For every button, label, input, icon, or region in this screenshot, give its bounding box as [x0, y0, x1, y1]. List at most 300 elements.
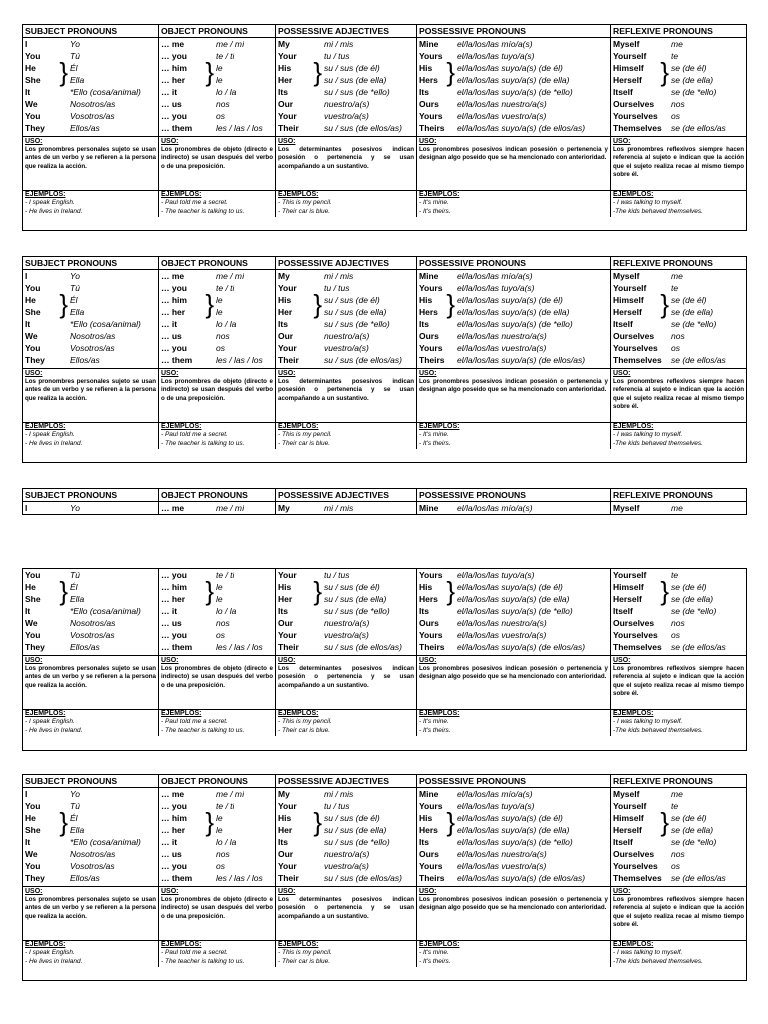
translation: te / ti: [216, 51, 235, 61]
pronoun: … you: [161, 111, 187, 121]
brace-icon: }: [59, 576, 68, 606]
list-item: [159, 641, 275, 653]
translation: el/la/los/las nuestro/a(s): [457, 618, 547, 628]
pronoun-card-4: [22, 568, 747, 751]
translation: se (de ellos/as: [671, 355, 726, 365]
header-subject: SUBJECT PRONOUNS: [25, 258, 118, 268]
list-item: [23, 110, 158, 122]
pronoun: Herself: [613, 825, 642, 835]
pronoun: … you: [161, 861, 187, 871]
pronoun: We: [25, 618, 38, 628]
ejemplos-cell: EJEMPLOS: - Paul told me a secret. - The teacher is talking to us.: [158, 423, 275, 449]
translation: el/la/los/las suyo/a(s) (de ella): [457, 307, 570, 317]
list-item: [159, 824, 275, 836]
pronoun: Theirs: [419, 873, 445, 883]
pronoun: Your: [278, 51, 297, 61]
list-item: [23, 342, 158, 354]
brace-icon: }: [446, 289, 455, 319]
pronoun: … us: [161, 849, 182, 859]
translation: nos: [671, 618, 685, 628]
list-item: [159, 306, 275, 318]
pronoun: He }: [25, 807, 68, 837]
translation: su / sus (de *ello): [324, 837, 390, 847]
list-item: [276, 38, 416, 50]
list-item: [417, 629, 610, 641]
ejemplos-cell: EJEMPLOS: - I was talking to myself. -The kids behaved themselves.: [610, 941, 746, 967]
list-item: [611, 74, 746, 86]
translation: le: [216, 75, 223, 85]
translation: te / ti: [216, 570, 235, 580]
pronoun: It: [25, 837, 31, 847]
translation: el/la/los/las suyo/a(s) (de ellos/as): [457, 642, 586, 652]
pronoun: Himself }: [613, 57, 669, 87]
uso-cell: USO: Los pronombres de objeto (directo e indirecto) se usan después del verbo o de una preposición.: [158, 656, 275, 709]
pronoun: Hers: [419, 75, 438, 85]
pronoun: … him }: [161, 289, 214, 319]
translation: el/la/los/las suyo/a(s) (de ellos/as): [457, 123, 586, 133]
translation: se (de él): [671, 582, 707, 592]
pronoun: Its: [278, 319, 288, 329]
pronoun: … them: [161, 642, 193, 652]
list-item: [159, 318, 275, 330]
list-item: [276, 848, 416, 860]
pronoun: Yours: [419, 111, 443, 121]
translation: Nosotros/as: [70, 618, 116, 628]
list-item: [417, 306, 610, 318]
header-row: [23, 25, 746, 38]
list-item: [276, 98, 416, 110]
uso-row: [23, 655, 746, 709]
translation: les / las / los: [216, 123, 263, 133]
pronoun-rows: [23, 270, 746, 368]
pronoun: Hers: [419, 307, 438, 317]
list-item: [417, 38, 610, 50]
translation: vuestro/a(s): [324, 343, 369, 353]
translation: nos: [216, 331, 230, 341]
list-item: [611, 330, 746, 342]
list-item: [417, 848, 610, 860]
uso-cell: USO: Los determinantes posesivos indican posesión o pertenencia y se usan acompañando a un sustantivo.: [275, 369, 416, 422]
pronoun: Her: [278, 825, 293, 835]
translation: su / sus (de ella): [324, 594, 387, 604]
pronoun: Its: [419, 319, 429, 329]
pronoun: Her: [278, 307, 293, 317]
list-item: [159, 270, 275, 282]
translation: su / sus (de ella): [324, 307, 387, 317]
list-item: [276, 593, 416, 605]
pronoun: … them: [161, 873, 193, 883]
list-item: [23, 629, 158, 641]
list-item: [23, 330, 158, 342]
translation: el/la/los/las suyo/a(s) (de él): [457, 63, 563, 73]
list-item: [159, 872, 275, 884]
list-item: [159, 74, 275, 86]
pronoun: His }: [419, 289, 455, 319]
list-item: [23, 282, 158, 294]
pronoun: … you: [161, 51, 187, 61]
pronoun: Mine: [419, 271, 439, 281]
translation: el/la/los/las suyo/a(s) (de ella): [457, 825, 570, 835]
translation: el/la/los/las suyo/a(s) (de él): [457, 813, 563, 823]
pronoun: He }: [25, 576, 68, 606]
list-item: [417, 122, 610, 134]
translation: *Ello (cosa/animal): [70, 606, 141, 616]
pronoun: You: [25, 630, 41, 640]
ejemplos-row: [23, 190, 746, 217]
translation: vuestro/a(s): [324, 111, 369, 121]
list-item: [276, 617, 416, 629]
header-object: OBJECT PRONOUNS: [158, 25, 275, 37]
pronoun-card-2: [22, 256, 747, 463]
brace-icon: }: [59, 807, 68, 837]
ejemplos-row: [23, 709, 746, 736]
pronoun: … them: [161, 123, 193, 133]
brace-icon: }: [313, 57, 322, 87]
translation: nuestro/a(s): [324, 331, 370, 341]
list-item: [417, 641, 610, 653]
object-column: [158, 569, 275, 655]
ejemplos-cell: EJEMPLOS: - It's mine. - It's theirs.: [416, 710, 610, 736]
header-subject: SUBJECT PRONOUNS: [25, 490, 118, 500]
pronoun: Yourself: [613, 51, 647, 61]
uso-cell: USO: Los pronombres posesivos indican posesión o pertenencia y designan algo poseido que se ha mencionado con anterioridad.: [416, 369, 610, 422]
uso-cell: USO: Los pronombres reflexivos siempre hacen referencia al sujeto e indican que la acción que el sujeto realiza recae al mismo tiempo sobre él.: [610, 887, 746, 940]
list-item: [611, 872, 746, 884]
list-item: [276, 306, 416, 318]
list-item: [611, 824, 746, 836]
translation: os: [671, 861, 680, 871]
pronoun: Your: [278, 343, 297, 353]
pronoun: Mine: [419, 39, 439, 49]
list-item: [276, 110, 416, 122]
translation: se (de *ello): [671, 837, 717, 847]
translation: le: [216, 594, 223, 604]
pronoun: … it: [161, 87, 178, 97]
list-item: [23, 800, 158, 812]
pronoun: Its: [419, 87, 429, 97]
list-item: [23, 872, 158, 884]
pronoun: Myself: [613, 789, 640, 799]
translation: el/la/los/las suyo/a(s) (de ella): [457, 75, 570, 85]
ejemplos-cell: EJEMPLOS: - Paul told me a secret. - The teacher is talking to us.: [158, 710, 275, 736]
pronoun: She: [25, 594, 41, 604]
pronoun: Ours: [419, 99, 439, 109]
translation: le: [216, 582, 223, 592]
list-item: [159, 629, 275, 641]
translation: se (de ellos/as: [671, 873, 726, 883]
pronoun: They: [25, 642, 45, 652]
list-item: [23, 860, 158, 872]
list-item: [417, 270, 610, 282]
translation: el/la/los/las tuyo/a(s): [457, 801, 535, 811]
list-item: [159, 330, 275, 342]
translation: *Ello (cosa/animal): [70, 837, 141, 847]
pronoun: Their: [278, 642, 299, 652]
pronoun: Himself }: [613, 289, 669, 319]
pronoun: Theirs: [419, 355, 445, 365]
translation: se (de ella): [671, 594, 714, 604]
translation: el/la/los/las mío/a(s): [457, 271, 533, 281]
translation: Nosotros/as: [70, 99, 116, 109]
list-item: [159, 342, 275, 354]
pronoun: His }: [278, 807, 322, 837]
translation: su / sus (de él): [324, 295, 380, 305]
translation: mi / mis: [324, 503, 354, 513]
list-item: [23, 50, 158, 62]
list-item: [23, 502, 158, 514]
pronoun: … her: [161, 75, 186, 85]
pronoun: Hers: [419, 594, 438, 604]
translation: lo / la: [216, 606, 237, 616]
subject-column: [23, 569, 158, 655]
translation: nuestro/a(s): [324, 99, 370, 109]
translation: Yo: [70, 503, 80, 513]
pronoun: Herself: [613, 75, 642, 85]
pronoun: His }: [419, 807, 455, 837]
list-item: [276, 641, 416, 653]
uso-cell: USO: Los pronombres personales sujeto se usan antes de un verbo y se refieren a la persona que realiza la acción.: [25, 138, 156, 170]
translation: te: [671, 51, 679, 61]
ejemplos-cell: EJEMPLOS: - This is my pencil. - Their car is blue.: [275, 710, 416, 736]
uso-cell: USO: Los pronombres reflexivos siempre hacen referencia al sujeto e indican que la acción que el sujeto realiza recae al mismo tiempo sobre él.: [610, 369, 746, 422]
brace-icon: }: [59, 289, 68, 319]
list-item: [417, 74, 610, 86]
translation: se (de ella): [671, 825, 714, 835]
pronoun: … me: [161, 503, 185, 513]
uso-cell: USO: Los determinantes posesivos indican posesión o pertenencia y se usan acompañando a un sustantivo.: [275, 656, 416, 709]
list-item: [611, 98, 746, 110]
pronoun: Our: [278, 99, 294, 109]
pronoun: Yours: [419, 630, 443, 640]
translation: le: [216, 295, 223, 305]
pronoun: I: [25, 271, 28, 281]
list-item: [159, 617, 275, 629]
translation: le: [216, 307, 223, 317]
list-item: [276, 788, 416, 800]
list-item: [23, 318, 158, 330]
translation: Ella: [70, 594, 85, 604]
translation: vuestro/a(s): [324, 630, 369, 640]
translation: le: [216, 825, 223, 835]
pronoun-card-1: [22, 24, 747, 231]
translation: el/la/los/las mío/a(s): [457, 503, 533, 513]
reflexive-column: [610, 788, 746, 886]
translation: se (de ellos/as: [671, 123, 726, 133]
translation: Ellos/as: [70, 123, 100, 133]
list-item: [611, 800, 746, 812]
pronoun: … me: [161, 789, 185, 799]
pronoun: Himself }: [613, 807, 669, 837]
pronoun: Our: [278, 331, 294, 341]
list-item: [611, 617, 746, 629]
pronoun-card-5: [22, 774, 747, 981]
header-row: [23, 257, 746, 270]
brace-icon: }: [446, 57, 455, 87]
translation: el/la/los/las nuestro/a(s): [457, 99, 547, 109]
translation: el/la/los/las suyo/a(s) (de *ello): [457, 319, 573, 329]
uso-cell: USO: Los pronombres personales sujeto se usan antes de un verbo y se refieren a la persona que realiza la acción.: [25, 370, 156, 402]
brace-icon: }: [313, 576, 322, 606]
ejemplos-cell: EJEMPLOS: - It's mine. - It's theirs.: [416, 191, 610, 217]
pronoun: Yours: [419, 570, 443, 580]
uso-cell: USO: Los pronombres personales sujeto se usan antes de un verbo y se refieren a la persona que realiza la acción.: [25, 657, 156, 689]
list-item: [417, 836, 610, 848]
translation: el/la/los/las suyo/a(s) (de ella): [457, 594, 570, 604]
pronoun: My: [278, 39, 290, 49]
list-item: [611, 38, 746, 50]
translation: su / sus (de ellos/as): [324, 123, 402, 133]
list-item: [276, 122, 416, 134]
list-item: [159, 86, 275, 98]
list-item: [23, 836, 158, 848]
translation: su / sus (de ella): [324, 825, 387, 835]
list-item: [23, 617, 158, 629]
translation: tu / tus: [324, 570, 350, 580]
translation: su / sus (de ella): [324, 75, 387, 85]
header-subject: SUBJECT PRONOUNS: [25, 776, 118, 786]
translation: lo / la: [216, 87, 237, 97]
pronoun: You: [25, 343, 41, 353]
pronoun: Your: [278, 861, 297, 871]
translation: os: [216, 630, 225, 640]
translation: el/la/los/las suyo/a(s) (de él): [457, 582, 563, 592]
pronoun: We: [25, 849, 38, 859]
object-column: [158, 788, 275, 886]
pronoun: … it: [161, 319, 178, 329]
translation: Nosotros/as: [70, 849, 116, 859]
translation: Tú: [70, 51, 80, 61]
pronoun-rows: [23, 502, 746, 514]
ejemplos-cell: EJEMPLOS: - This is my pencil. - Their car is blue.: [275, 191, 416, 217]
header-reflexive: REFLEXIVE PRONOUNS: [610, 25, 746, 37]
uso-cell: USO: Los pronombres posesivos indican posesión o pertenencia y designan algo poseido que se ha mencionado con anterioridad.: [416, 887, 610, 940]
pronoun: Ours: [419, 331, 439, 341]
object-column: [158, 502, 275, 514]
header-reflexive: REFLEXIVE PRONOUNS: [610, 489, 746, 501]
pronoun: Its: [419, 606, 429, 616]
list-item: [23, 122, 158, 134]
ejemplos-cell: EJEMPLOS: - I speak English. - He lives in Ireland.: [25, 710, 83, 734]
translation: el/la/los/las suyo/a(s) (de *ello): [457, 837, 573, 847]
brace-icon: }: [660, 807, 669, 837]
pronoun: Our: [278, 849, 294, 859]
pronoun: Yourself: [613, 283, 647, 293]
brace-icon: }: [446, 807, 455, 837]
translation: Nosotros/as: [70, 331, 116, 341]
list-item: [159, 836, 275, 848]
list-item: [417, 318, 610, 330]
translation: os: [671, 630, 680, 640]
poss-pron-column: [416, 788, 610, 886]
pronoun: Yours: [419, 283, 443, 293]
pronoun: Your: [278, 801, 297, 811]
ejemplos-cell: EJEMPLOS: - I speak English. - He lives in Ireland.: [25, 423, 83, 447]
translation: su / sus (de él): [324, 63, 380, 73]
pronoun: Myself: [613, 503, 640, 513]
subject-column: [23, 38, 158, 136]
pronoun: Themselves: [613, 873, 662, 883]
pronoun: Ourselves: [613, 99, 655, 109]
list-item: [417, 86, 610, 98]
translation: te / ti: [216, 801, 235, 811]
translation: *Ello (cosa/animal): [70, 87, 141, 97]
list-item: [611, 641, 746, 653]
pronoun: My: [278, 789, 290, 799]
list-item: [611, 110, 746, 122]
translation: les / las / los: [216, 355, 263, 365]
pronoun: … her: [161, 825, 186, 835]
list-item: [23, 824, 158, 836]
pronoun: Theirs: [419, 642, 445, 652]
translation: el/la/los/las nuestro/a(s): [457, 331, 547, 341]
translation: se (de él): [671, 813, 707, 823]
pronoun: Their: [278, 355, 299, 365]
pronoun: Herself: [613, 307, 642, 317]
translation: su / sus (de *ello): [324, 319, 390, 329]
header-row: [23, 489, 746, 502]
list-item: [23, 98, 158, 110]
translation: Tú: [70, 801, 80, 811]
translation: les / las / los: [216, 873, 263, 883]
pronoun: Our: [278, 618, 294, 628]
list-item: [276, 330, 416, 342]
pronoun: Myself: [613, 271, 640, 281]
brace-icon: }: [446, 576, 455, 606]
translation: se (de ellos/as: [671, 642, 726, 652]
ejemplos-cell: EJEMPLOS: - It's mine. - It's theirs.: [416, 423, 610, 449]
translation: os: [216, 111, 225, 121]
uso-row: [23, 886, 746, 940]
header-poss-pron: POSSESSIVE PRONOUNS: [416, 775, 610, 787]
list-item: [23, 86, 158, 98]
header-reflexive: REFLEXIVE PRONOUNS: [610, 257, 746, 269]
translation: su / sus (de *ello): [324, 87, 390, 97]
translation: el/la/los/las suyo/a(s) (de él): [457, 295, 563, 305]
translation: te: [671, 283, 679, 293]
list-item: [23, 593, 158, 605]
pronoun: … you: [161, 343, 187, 353]
list-item: [23, 270, 158, 282]
translation: Yo: [70, 271, 80, 281]
translation: el/la/los/las suyo/a(s) (de ellos/as): [457, 873, 586, 883]
poss-adj-column: [275, 788, 416, 886]
pronoun: Ours: [419, 618, 439, 628]
list-item: [159, 502, 275, 514]
translation: te: [671, 570, 679, 580]
list-item: [276, 836, 416, 848]
translation: Él: [70, 63, 78, 73]
pronoun: Hers: [419, 825, 438, 835]
list-item: [276, 860, 416, 872]
uso-cell: USO: Los determinantes posesivos indican posesión o pertenencia y se usan acompañando a un sustantivo.: [275, 137, 416, 190]
uso-cell: USO: Los pronombres de objeto (directo e indirecto) se usan después del verbo o de una preposición.: [158, 137, 275, 190]
list-item: [276, 50, 416, 62]
pronoun: They: [25, 873, 45, 883]
pronoun: Its: [278, 606, 288, 616]
list-item: [159, 122, 275, 134]
pronoun: Ourselves: [613, 618, 655, 628]
pronoun: You: [25, 51, 41, 61]
translation: el/la/los/las suyo/a(s) (de *ello): [457, 87, 573, 97]
translation: lo / la: [216, 837, 237, 847]
reflexive-column: [610, 270, 746, 368]
pronoun: … it: [161, 837, 178, 847]
ejemplos-cell: EJEMPLOS: - Paul told me a secret. - The teacher is talking to us.: [158, 191, 275, 217]
translation: os: [671, 111, 680, 121]
header-object: OBJECT PRONOUNS: [158, 775, 275, 787]
pronoun: Its: [278, 837, 288, 847]
uso-cell: USO: Los pronombres reflexivos siempre hacen referencia al sujeto e indican que la acción que el sujeto realiza recae al mismo tiempo sobre él.: [610, 137, 746, 190]
